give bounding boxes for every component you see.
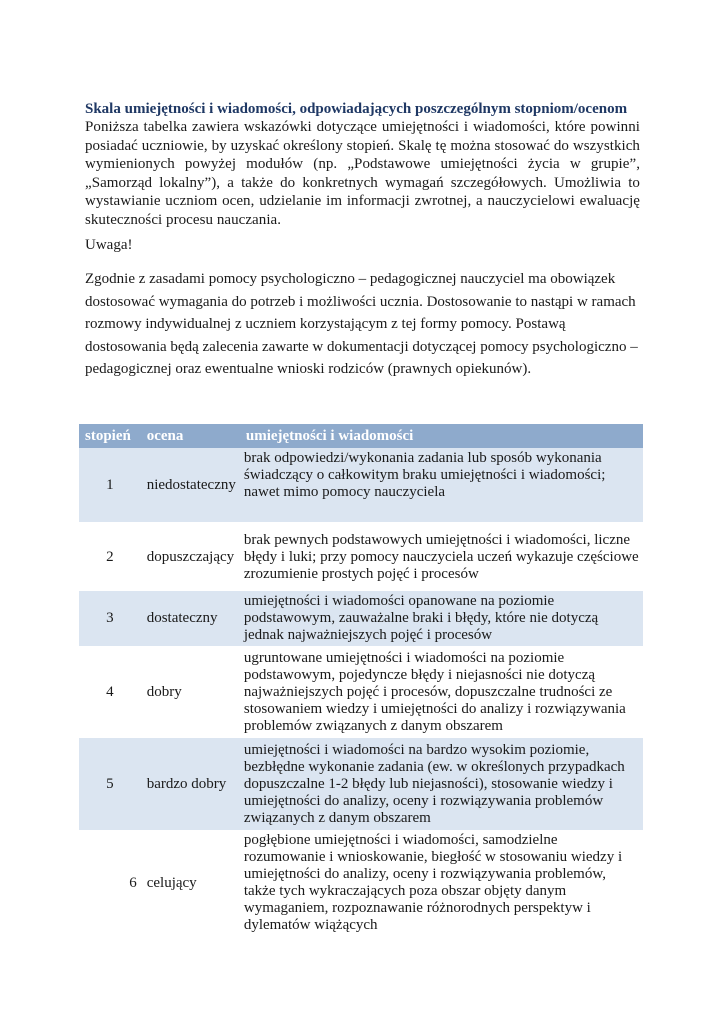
grade-description: umiejętności i wiadomości na bardzo wysokim poziomie, bezbłędne wykonanie zadania (ew. w określonych przypadkach dopuszczalne 1-2 błędy lub niejasności), stosowanie wiedzy i umiejętności do analizy, oceny i rozwiązywania problemów związanych z danym obszarem [240,738,643,830]
section-title: Skala umiejętności i wiadomości, odpowiadających poszczególnym stopniom/ocenom [85,101,628,117]
grade-name: dobry [146,683,182,700]
grade-number: 2 [106,549,114,565]
table-row [79,646,643,738]
header-description: umiejętności i wiadomości [240,424,643,448]
grades-table [79,424,643,936]
grade-description: brak odpowiedzi/wykonania zadania lub sposób wykonania świadczący o całkowitym braku umiejętności i wiadomości; nawet mimo pomocy nauczyciela [240,448,643,522]
table-row [79,830,643,936]
grade-number: 4 [106,683,114,700]
table-header-row [79,424,643,448]
table-row [79,738,643,830]
grade-description: brak pewnych podstawowych umiejętności i wiadomości, liczne błędy i luki; przy pomocy nauczyciela uczeń wykazuje częściowe zrozumienie prostych pojęć i procesów [243,532,639,582]
adaptation-paragraph: Zgodnie z zasadami pomocy psychologiczno – pedagogicznej nauczyciel ma obowiązek dostosować wymagania do potrzeb i możliwości ucznia. Dostosowanie to nastąpi w ramach rozmowy indywidualnej z uczniem korzystającym z tej formy pomocy. Postawą dostosowania będą zalecenia zawarte w dokumentacji dotyczącej pomocy psychologiczno – pedagogicznej oraz ewentualne wnioski rodziców (prawnych opiekunów). [85,271,638,377]
grade-description: pogłębione umiejętności i wiadomości, samodzielne rozumowanie i wnioskowanie, biegłość w stosowaniu wiedzy i umiejętności do analizy, oceny i rozwiązywania problemów, także tych wykraczających poza obszar objęty danym wymaganiem, rozpoznawanie różnorodnych perspektyw i dylematów wiążących [243,832,623,933]
grade-name: celujący [146,874,197,891]
grade-name: dopuszczający [146,549,235,565]
intro-paragraph: Poniższa tabelka zawiera wskazówki dotyczące umiejętności i wiadomości, które powinni posiadać uczniowie, by uzyskać określony stopień. Skalę tę można stosować do wszystkich wymienionych powyżej modułów (np. „Podstawowe umiejętności życia w grupie”, „Samorząd lokalny”), a także do konkretnych wymagań szczegółowych. Umożliwia to wystawianie uczniom ocen, udzielanie im informacji zwrotnej, a nauczycielowi ewaluację skuteczności procesu nauczania. [85,119,640,228]
grade-name: dostateczny [141,591,240,646]
grade-description: ugruntowane umiejętności i wiadomości na poziomie podstawowym, pojedyncze błędy i niejasności nie dotyczą najważniejszych pojęć i procesów, dopuszczalne trudności ze stosowaniem wiedzy i umiejętności do analizy i rozwiązywania problemów związanych z danym obszarem [243,649,626,734]
grade-number: 6 [129,874,137,891]
table-row [79,522,643,591]
grade-name: niedostateczny [141,448,240,522]
grade-number: 1 [79,448,141,522]
header-grade: stopień [79,424,141,448]
grade-description: umiejętności i wiadomości opanowane na poziomie podstawowym, zauważalne braki i błędy, które nie dotyczą jednak najważniejszych pojęć i procesów [240,591,643,646]
grade-name: bardzo dobry [141,738,240,830]
document-page [85,100,640,377]
note-label: Uwaga! [85,237,133,253]
table-row [79,448,643,522]
grade-number: 3 [79,591,141,646]
table-row [79,591,643,646]
grade-number: 5 [79,738,141,830]
header-name: ocena [141,424,240,448]
